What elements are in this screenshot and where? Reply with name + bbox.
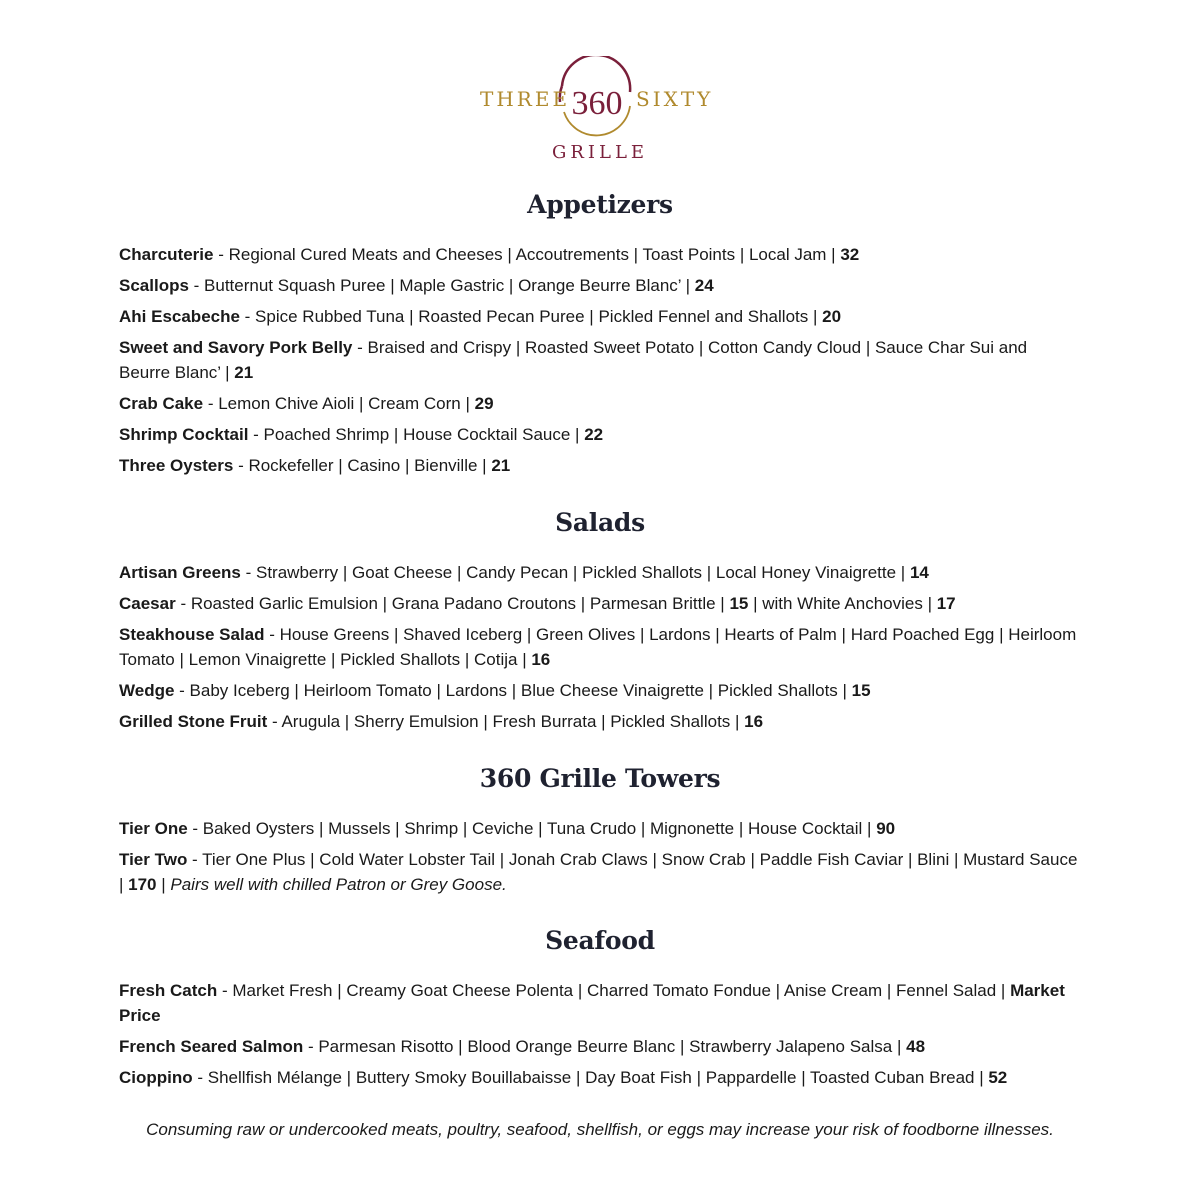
item-price: 16 [531, 650, 551, 669]
item-price: 24 [694, 276, 714, 295]
item-price: 14 [909, 563, 929, 582]
appetizers-list [119, 242, 1079, 484]
menu-item [119, 242, 1079, 267]
item-description: - Roasted Garlic Emulsion | Grana Padano Croutons | Parmesan Brittle | [175, 594, 730, 613]
item-name: Wedge [119, 681, 175, 700]
item-description: - Market Fresh | Creamy Goat Cheese Polenta | Charred Tomato Fondue | Anise Cream | Fennel Salad | [217, 981, 1011, 1000]
item-price: 52 [988, 1068, 1008, 1087]
item-description: - Parmesan Risotto | Blood Orange Beurre Blanc | Strawberry Jalapeno Salsa | [303, 1037, 907, 1056]
menu-item [119, 709, 1079, 734]
menu-item [119, 1065, 1079, 1090]
menu-item [119, 560, 1079, 585]
section-title-appetizers: Appetizers [527, 190, 673, 219]
item-name: Three Oysters [119, 456, 234, 475]
item-price: 48 [906, 1037, 926, 1056]
item-name: French Seared Salmon [119, 1037, 304, 1056]
item-description: - Shellfish Mélange | Buttery Smoky Bouillabaisse | Day Boat Fish | Pappardelle | Toasted Cuban Bread | [192, 1068, 989, 1087]
item-name: Grilled Stone Fruit [119, 712, 268, 731]
item-description: - Strawberry | Goat Cheese | Candy Pecan | Pickled Shallots | Local Honey Vinaigrette | [240, 563, 910, 582]
item-price: 21 [234, 363, 254, 382]
item-price: 16 [744, 712, 764, 731]
item-price: 15 [851, 681, 871, 700]
menu-item [119, 622, 1079, 672]
item-description: - Arugula | Sherry Emulsion | Fresh Burrata | Pickled Shallots | [267, 712, 745, 731]
item-price: 170 [128, 875, 157, 894]
menu-item [119, 978, 1079, 1028]
item-name: Artisan Greens [119, 563, 241, 582]
item-name: Ahi Escabeche [119, 307, 240, 326]
item-price: 90 [876, 819, 896, 838]
item-description: - Lemon Chive Aioli | Cream Corn | [203, 394, 475, 413]
food-safety-disclaimer: Consuming raw or undercooked meats, poultry, seafood, shellfish, or eggs may increase your risk of foodborne illnesses. [146, 1120, 1054, 1139]
menu-item [119, 678, 1079, 703]
logo-mark [440, 56, 760, 166]
menu-item [119, 1034, 1079, 1059]
item-price: 15 [729, 594, 749, 613]
item-price: Market Price [119, 981, 1065, 1025]
seafood-list [119, 978, 1079, 1096]
logo-number: 360 [571, 85, 623, 122]
menu-item [119, 591, 1079, 616]
menu-item [119, 391, 1079, 416]
item-price: 29 [474, 394, 494, 413]
item-name: Caesar [119, 594, 176, 613]
item-price: 32 [840, 245, 860, 264]
item-description: - Baked Oysters | Mussels | Shrimp | Ceviche | Tuna Crudo | Mignonette | House Cocktail | [187, 819, 877, 838]
item-description-extra: | with White Anchovies | [748, 594, 937, 613]
salads-list [119, 560, 1079, 740]
item-name: Tier Two [119, 850, 188, 869]
menu-item [119, 273, 1079, 298]
item-description: - Regional Cured Meats and Cheeses | Accoutrements | Toast Points | Local Jam | [213, 245, 841, 264]
item-name: Tier One [119, 819, 188, 838]
item-description-extra: | [156, 875, 171, 894]
item-description: - Baby Iceberg | Heirloom Tomato | Lardons | Blue Cheese Vinaigrette | Pickled Shallots | [174, 681, 852, 700]
item-price: 22 [584, 425, 604, 444]
towers-list [119, 816, 1079, 903]
item-name: Scallops [119, 276, 189, 295]
menu-item [119, 847, 1079, 897]
menu-item [119, 304, 1079, 329]
item-name: Fresh Catch [119, 981, 218, 1000]
item-price: 21 [491, 456, 511, 475]
item-price: 20 [822, 307, 842, 326]
item-description: - Braised and Crispy | Roasted Sweet Potato | Cotton Candy Cloud | Sauce Char Sui and Beurre Blanc’ | [119, 338, 1028, 382]
item-description: - Rockefeller | Casino | Bienville | [233, 456, 492, 475]
menu-item [119, 816, 1079, 841]
logo-right-word: SIXTY [636, 87, 714, 111]
item-name: Charcuterie [119, 245, 214, 264]
section-title-salads: Salads [555, 508, 645, 537]
menu-item [119, 453, 1079, 478]
logo-bottom-word: GRILLE [551, 142, 649, 163]
item-name: Shrimp Cocktail [119, 425, 249, 444]
item-description: - Butternut Squash Puree | Maple Gastric | Orange Beurre Blanc’ | [188, 276, 695, 295]
item-description: - Poached Shrimp | House Cocktail Sauce | [248, 425, 585, 444]
logo-left-word: THREE [480, 87, 571, 111]
item-description: - Tier One Plus | Cold Water Lobster Tail | Jonah Crab Claws | Snow Crab | Paddle Fish Caviar | Blini | Mustard Sauce | [119, 850, 1078, 894]
item-name: Sweet and Savory Pork Belly [119, 338, 353, 357]
item-description: - House Greens | Shaved Iceberg | Green Olives | Lardons | Hearts of Palm | Hard Poached Egg | Heirloom Tomato | Lemon Vinaigrette | Pickled Shallots | Cotija | [119, 625, 1077, 669]
item-price-extra: 17 [936, 594, 956, 613]
menu-item [119, 422, 1079, 447]
section-title-seafood: Seafood [545, 926, 655, 955]
item-name: Cioppino [119, 1068, 193, 1087]
restaurant-logo [0, 56, 1200, 166]
item-pairing-note: Pairs well with chilled Patron or Grey Goose. [170, 875, 507, 894]
menu-item [119, 335, 1079, 385]
item-description: - Spice Rubbed Tuna | Roasted Pecan Puree | Pickled Fennel and Shallots | [239, 307, 823, 326]
item-name: Crab Cake [119, 394, 204, 413]
item-name: Steakhouse Salad [119, 625, 265, 644]
section-title-towers: 360 Grille Towers [479, 764, 721, 793]
